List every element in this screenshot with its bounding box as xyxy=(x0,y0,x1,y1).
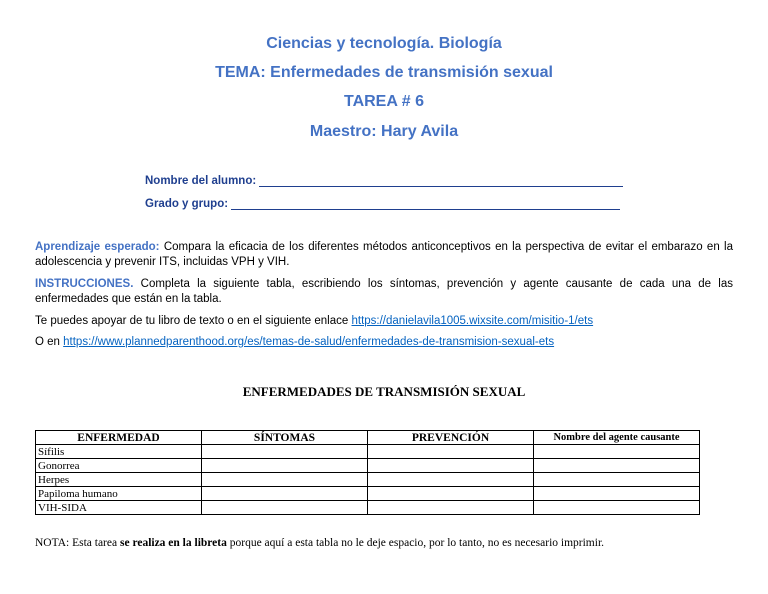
support-text: Te puedes apoyar de tu libro de texto o en el siguiente enlace xyxy=(35,315,352,327)
student-name-field xyxy=(145,174,623,187)
task-number: TAREA # 6 xyxy=(343,93,424,110)
sintomas-cell[interactable] xyxy=(202,445,368,459)
teacher-name: Maestro: Hary Avila xyxy=(309,123,459,140)
disease-name: Gonorrea xyxy=(36,459,202,473)
plannedparenthood-link[interactable]: https://www.plannedparenthood.org/es/temas-de-salud/enfermedades-de-transmision-sexual-ets xyxy=(63,336,555,348)
table-row xyxy=(36,487,700,501)
grade-group-field xyxy=(145,197,620,210)
support-paragraph xyxy=(35,314,733,329)
prevencion-cell[interactable] xyxy=(368,501,534,515)
table-row xyxy=(36,501,700,515)
alternative-text: O en xyxy=(35,336,64,348)
table-row xyxy=(36,459,700,473)
instructions-paragraph xyxy=(35,277,733,306)
prevencion-cell[interactable] xyxy=(368,459,534,473)
instructions-label: INSTRUCCIONES. xyxy=(35,278,134,290)
note-bold: se realiza en la libreta xyxy=(119,537,227,549)
table-row xyxy=(36,445,700,459)
alternative-paragraph xyxy=(35,335,733,350)
prevencion-cell[interactable] xyxy=(368,487,534,501)
prevencion-cell[interactable] xyxy=(368,473,534,487)
note-paragraph xyxy=(35,537,604,549)
learning-goal-label: Aprendizaje esperado: xyxy=(35,241,160,253)
diseases-table xyxy=(35,430,700,515)
disease-name: Herpes xyxy=(36,473,202,487)
header-enfermedad: ENFERMEDAD xyxy=(36,431,202,445)
agente-cell[interactable] xyxy=(534,445,700,459)
learning-goal-text: Compara la eficacia de los diferentes métodos anticonceptivos en la perspectiva de evitar el embarazo en la adolescencia y prevenir ITS, incluidas VPH y VIH. xyxy=(35,241,733,268)
instructions-text: Completa la siguiente tabla, escribiendo los síntomas, prevención y agente causante de cada una de las enfermedades que están en la tabla. xyxy=(35,278,733,305)
header-prevencion: PREVENCIÓN xyxy=(368,431,534,445)
sintomas-cell[interactable] xyxy=(202,459,368,473)
learning-goal-paragraph xyxy=(35,240,733,269)
header-agente: Nombre del agente causante xyxy=(534,431,700,445)
sintomas-cell[interactable] xyxy=(202,473,368,487)
topic-title: TEMA: Enfermedades de transmisión sexual xyxy=(215,64,553,81)
table-row xyxy=(36,473,700,487)
note-prefix: NOTA: Esta tarea xyxy=(35,537,120,549)
table-title: ENFERMEDADES DE TRANSMISIÓN SEXUAL xyxy=(242,384,526,399)
sintomas-cell[interactable] xyxy=(202,501,368,515)
student-name-label: Nombre del alumno: xyxy=(145,175,257,187)
agente-cell[interactable] xyxy=(534,473,700,487)
header-sintomas: SÍNTOMAS xyxy=(202,431,368,445)
student-name-line xyxy=(259,174,623,187)
prevencion-cell[interactable] xyxy=(368,445,534,459)
table-header-row xyxy=(36,431,700,445)
subject-title: Ciencias y tecnología. Biología xyxy=(266,35,502,52)
sintomas-cell[interactable] xyxy=(202,487,368,501)
grade-group-label: Grado y grupo: xyxy=(145,198,229,210)
grade-group-line xyxy=(231,197,620,210)
agente-cell[interactable] xyxy=(534,501,700,515)
agente-cell[interactable] xyxy=(534,487,700,501)
agente-cell[interactable] xyxy=(534,459,700,473)
note-suffix: porque aquí a esta tabla no le deje espacio, por lo tanto, no es necesario imprimir. xyxy=(226,537,605,549)
disease-name: Papiloma humano xyxy=(36,487,202,501)
wixsite-link[interactable]: https://danielavila1005.wixsite.com/misitio-1/ets xyxy=(351,315,594,327)
disease-name: Sífilis xyxy=(36,445,202,459)
disease-name: VIH-SIDA xyxy=(36,501,202,515)
